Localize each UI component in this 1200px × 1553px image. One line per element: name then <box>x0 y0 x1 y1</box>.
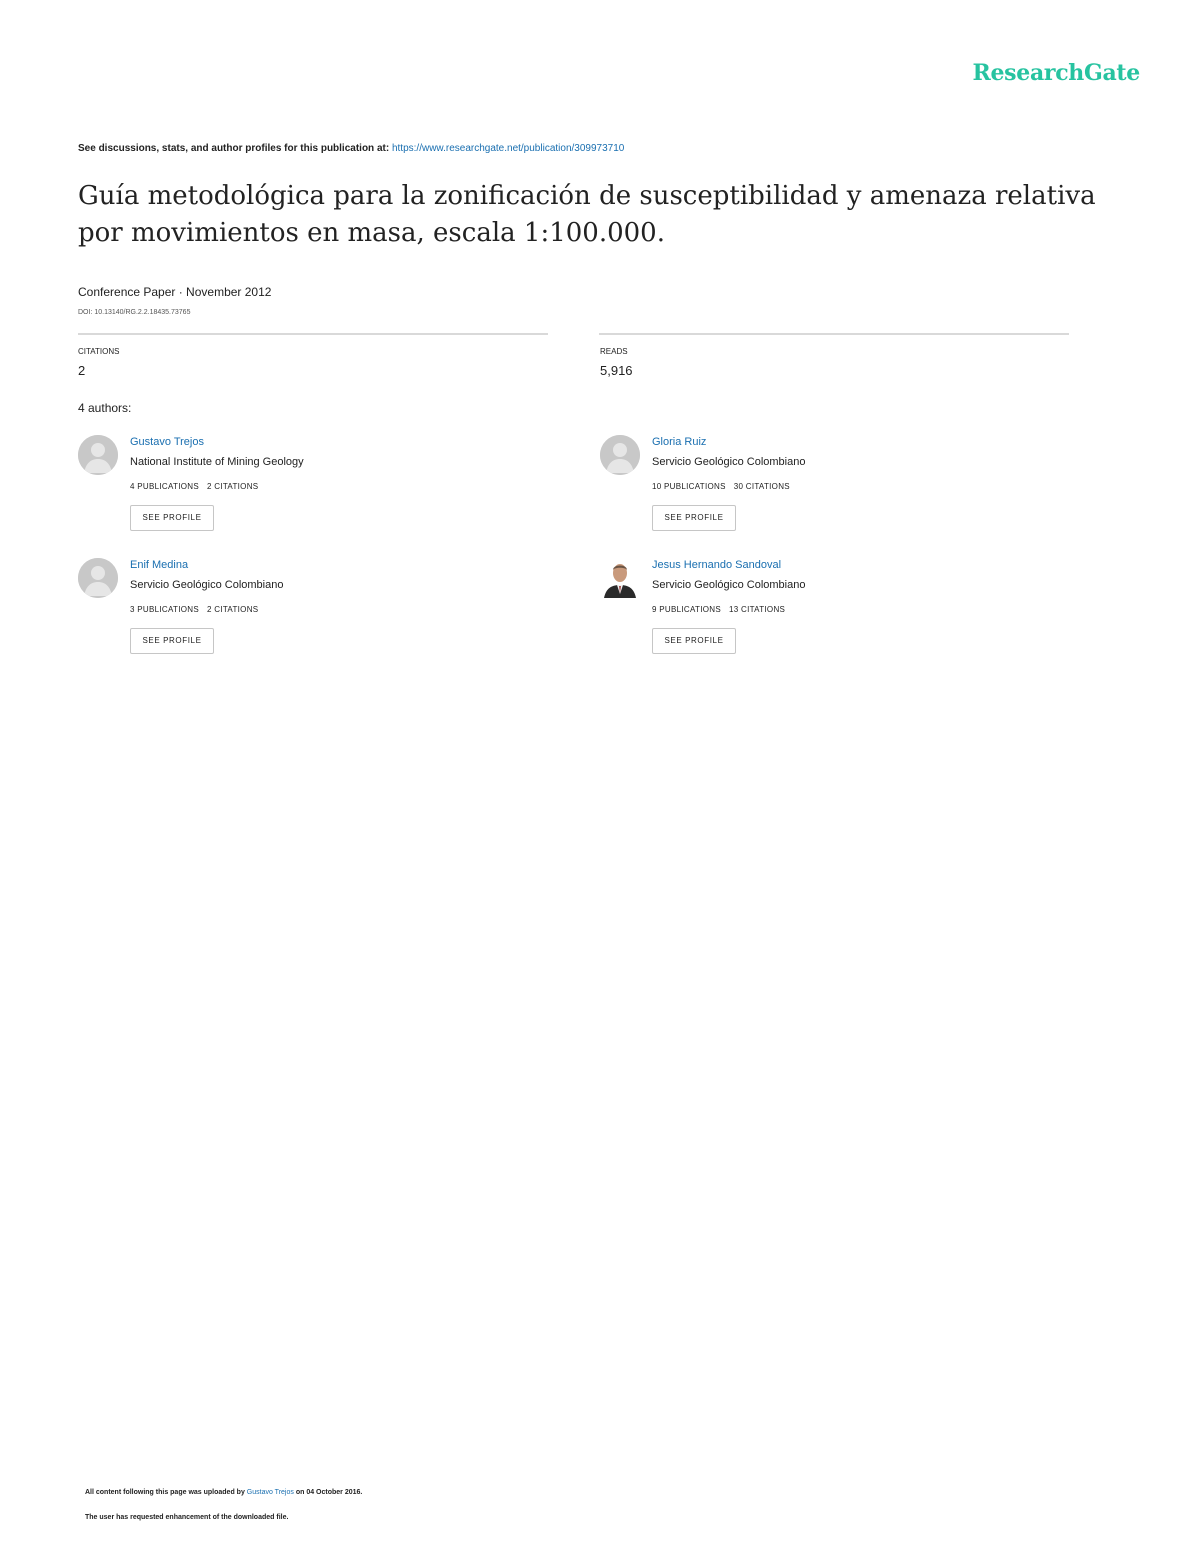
author-card <box>78 435 538 545</box>
default-avatar-icon[interactable] <box>78 558 118 598</box>
upload-note-prefix: All content following this page was uploaded by <box>85 1489 245 1496</box>
citations-divider <box>78 333 548 335</box>
reads-divider <box>599 333 1069 335</box>
upload-note-suffix: on 04 October 2016. <box>295 1489 363 1496</box>
author-publications: 9 PUBLICATIONS <box>652 605 721 614</box>
enhancement-note: The user has requested enhancement of the downloaded file. <box>85 1514 289 1521</box>
researchgate-logo[interactable]: ResearchGate <box>972 60 1140 86</box>
author-card <box>78 558 538 668</box>
publication-link[interactable]: https://www.researchgate.net/publication/309973710 <box>391 143 625 154</box>
upload-note <box>85 1489 362 1496</box>
author-stats <box>130 605 258 614</box>
author-name[interactable]: Jesus Hernando Sandoval <box>652 559 782 571</box>
author-card <box>600 435 1060 545</box>
author-stats <box>130 482 258 491</box>
author-name[interactable]: Enif Medina <box>130 559 189 571</box>
author-institution: Servicio Geológico Colombiano <box>652 579 806 591</box>
citations-value: 2 <box>78 363 86 378</box>
author-card <box>600 558 1060 668</box>
author-institution: National Institute of Mining Geology <box>130 456 304 468</box>
author-stats <box>652 482 790 491</box>
see-discussions-text: See discussions, stats, and author profiles for this publication at: <box>78 143 390 154</box>
publication-title: Guía metodológica para la zonificación de susceptibilidad y amenaza relativa por movimientos en masa, escala 1:100.000. <box>78 181 1096 248</box>
reads-value: 5,916 <box>600 363 633 378</box>
see-discussions-line <box>78 143 624 154</box>
default-avatar-icon[interactable] <box>78 435 118 475</box>
reads-label: READS <box>600 347 628 356</box>
publication-doi: DOI: 10.13140/RG.2.2.18435.73765 <box>78 309 191 316</box>
author-citations: 30 CITATIONS <box>733 482 790 491</box>
uploader-link[interactable]: Gustavo Trejos <box>246 1489 294 1496</box>
author-institution: Servicio Geológico Colombiano <box>130 579 284 591</box>
author-publications: 10 PUBLICATIONS <box>652 482 726 491</box>
see-profile-button[interactable]: SEE PROFILE <box>130 628 214 654</box>
citations-label: CITATIONS <box>78 347 120 356</box>
author-institution: Servicio Geológico Colombiano <box>652 456 806 468</box>
default-avatar-icon[interactable] <box>600 435 640 475</box>
see-profile-button[interactable]: SEE PROFILE <box>652 628 736 654</box>
see-profile-button[interactable]: SEE PROFILE <box>130 505 214 531</box>
author-citations: 13 CITATIONS <box>728 605 786 614</box>
author-citations: 2 CITATIONS <box>206 482 259 491</box>
publication-type: Conference Paper · November 2012 <box>78 285 272 299</box>
author-stats <box>652 605 785 614</box>
see-profile-button[interactable]: SEE PROFILE <box>652 505 736 531</box>
author-publications: 4 PUBLICATIONS <box>130 482 199 491</box>
author-name[interactable]: Gustavo Trejos <box>130 436 204 448</box>
person-photo[interactable] <box>600 558 640 598</box>
authors-label: 4 authors: <box>78 401 132 415</box>
author-publications: 3 PUBLICATIONS <box>130 605 199 614</box>
author-name[interactable]: Gloria Ruiz <box>652 436 707 448</box>
author-citations: 2 CITATIONS <box>206 605 259 614</box>
